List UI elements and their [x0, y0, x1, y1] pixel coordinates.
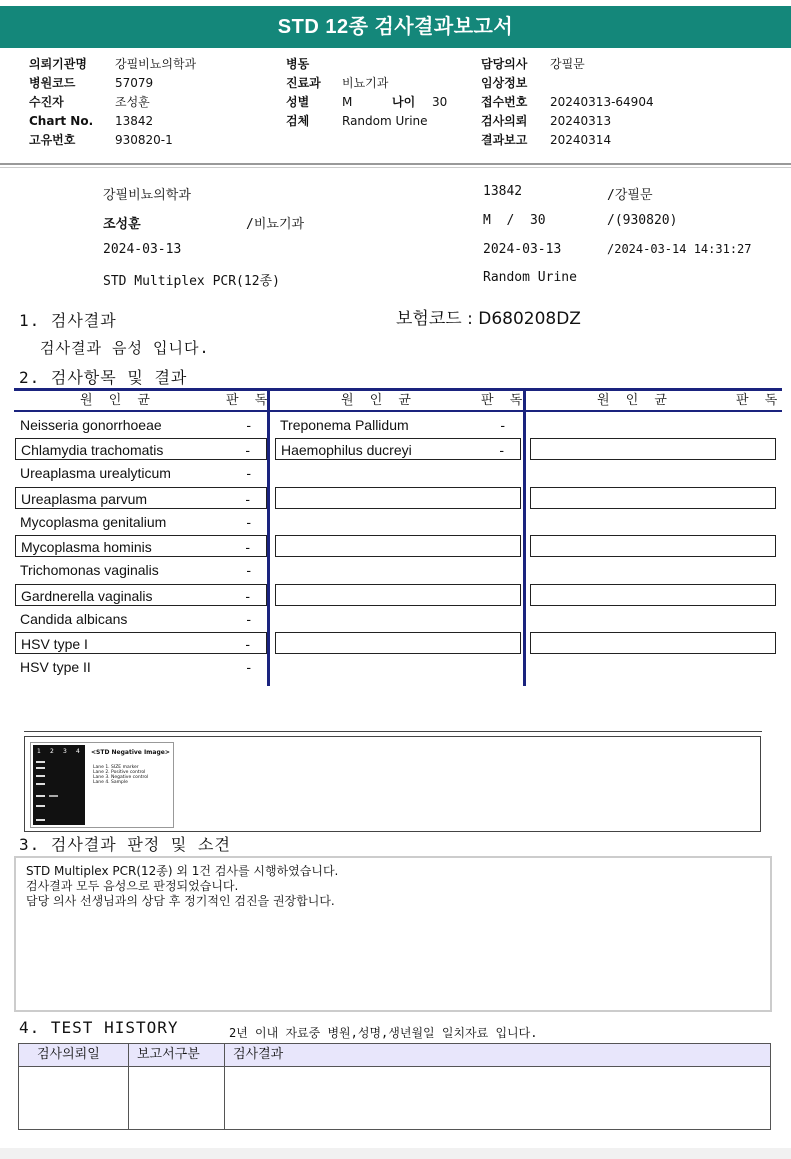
summary-sex-age: M / 30 [483, 213, 546, 228]
hdr-label-doctor: 담당의사 [481, 57, 528, 71]
opinion-line-3: 담당 의사 선생님과의 상담 후 정기적인 검진을 권장합니다. [26, 894, 335, 908]
hdr-label-sex: 성별 [286, 95, 310, 109]
hdr-value-specimen: Random Urine [342, 114, 428, 128]
gel-legend-3: Lane 3. Negative control [93, 775, 149, 780]
summary-report-time: /2024-03-14 14:31:27 [607, 242, 752, 256]
hdr-label-patient: 수진자 [29, 95, 64, 109]
gel-lane-label: 4 [76, 748, 80, 755]
gel-electrophoresis-image [30, 742, 174, 828]
col1-result-header: 판 독 [226, 393, 274, 408]
hdr-value-unique-id: 930820-1 [115, 133, 173, 147]
history-header-row [19, 1044, 770, 1067]
col1-pathogen-header: 원 인 균 [80, 393, 156, 408]
history-col-request-date: 검사의뢰일 [37, 1047, 100, 1062]
summary-date2: 2024-03-13 [483, 242, 562, 257]
gel-lanes [33, 745, 85, 825]
gel-band [36, 805, 45, 807]
summary-date1: 2024-03-13 [103, 242, 182, 257]
insurance-code: 보험코드 : D680208DZ [396, 309, 581, 329]
summary-test-name: STD Multiplex PCR(12종) [103, 274, 280, 289]
table-row: Chlamydia trachomatis - [15, 438, 267, 460]
gel-title: <STD Negative Image> [91, 749, 170, 756]
gel-lane-label: 3 [63, 748, 67, 755]
history-col-report-type: 보고서구분 [137, 1047, 200, 1062]
history-col-divider [224, 1044, 225, 1129]
history-note: 2년 이내 자료중 병원,성명,생년월일 일치자료 입니다. [229, 1026, 538, 1040]
table-row: Ureaplasma parvum - [15, 487, 267, 509]
hdr-label-report-date: 결과보고 [481, 133, 528, 147]
header-divider [0, 163, 791, 165]
section-2-heading: 2. 검사항목 및 결과 [19, 368, 188, 387]
hdr-value-chart: 13842 [115, 114, 154, 128]
table-row-empty [275, 584, 521, 606]
summary-patient: 조성훈 [103, 217, 141, 232]
hdr-label-ward: 병동 [286, 57, 310, 71]
table-row: Candida albicans - [20, 611, 251, 627]
table-row-empty [530, 632, 776, 654]
table-row: HSV type I - [15, 632, 267, 654]
opinion-line-2: 검사결과 모두 음성으로 판정되었습니다. [26, 879, 239, 893]
table-row-empty [275, 487, 521, 509]
hdr-label-clinic: 의뢰기관명 [29, 57, 87, 71]
summary-chart-no: 13842 [483, 184, 523, 199]
hdr-value-patient: 조성훈 [115, 95, 150, 109]
hdr-value-age: 30 [432, 95, 448, 109]
table-row-empty [530, 584, 776, 606]
gel-band [36, 795, 45, 797]
gel-legend-4: Lane 4. Sample [93, 780, 128, 785]
history-col-divider [128, 1044, 129, 1129]
hdr-label-request-date: 검사의뢰 [481, 114, 528, 128]
hdr-value-hospital-code: 57079 [115, 76, 154, 90]
table-row: Ureaplasma urealyticum - [20, 465, 251, 481]
table-row-empty [275, 535, 521, 557]
gel-band [36, 783, 45, 785]
image-top-line [24, 731, 762, 732]
table-row: Gardnerella vaginalis - [15, 584, 267, 606]
hdr-label-hospital-code: 병원코드 [29, 76, 76, 90]
table-row-empty [530, 487, 776, 509]
table-row: Trichomonas vaginalis - [20, 562, 251, 578]
gel-band [36, 819, 45, 821]
hdr-value-doctor: 강필문 [550, 57, 585, 71]
report-title: STD 12종 검사결과보고서 [0, 6, 791, 48]
gel-legend-2: Lane 2. Positive control [93, 770, 146, 775]
hdr-value-receipt-no: 20240313-64904 [550, 95, 654, 109]
table-row-empty [275, 632, 521, 654]
col2-result-header: 판 독 [481, 393, 529, 408]
history-table [18, 1043, 771, 1130]
summary-specimen: Random Urine [483, 270, 577, 285]
section-4-heading: 4. TEST HISTORY [19, 1018, 179, 1037]
gel-band [36, 775, 45, 777]
gel-band [49, 795, 58, 797]
table-row: HSV type II - [20, 659, 251, 675]
hdr-value-report-date: 20240314 [550, 133, 612, 147]
gel-lane-label: 2 [50, 748, 54, 755]
summary-dept: /비뇨기과 [246, 217, 305, 232]
gel-band [36, 761, 45, 763]
gel-band [36, 767, 45, 769]
header-divider-thin [0, 167, 791, 168]
col3-result-header: 판 독 [736, 393, 784, 408]
hdr-value-dept: 비뇨기과 [342, 76, 389, 90]
table-row: Haemophilus ducreyi - [275, 438, 521, 460]
hdr-label-chart: Chart No. [29, 114, 94, 128]
table-row-empty [530, 438, 776, 460]
hdr-label-unique-id: 고유번호 [29, 133, 76, 147]
header-col1 [29, 55, 196, 150]
col3-pathogen-header: 원 인 균 [597, 393, 673, 408]
gel-lane-label: 1 [37, 748, 41, 755]
hdr-label-receipt-no: 접수번호 [481, 95, 528, 109]
gel-legend-1: Lane 1. SIZE marker [93, 765, 139, 770]
hdr-label-clinical-info: 임상정보 [481, 76, 528, 90]
table-row: Neisseria gonorrhoeae - [20, 417, 251, 433]
hdr-value-sex: M [342, 95, 353, 109]
history-col-result: 검사결과 [233, 1047, 284, 1062]
table-row: Mycoplasma genitalium - [20, 514, 251, 530]
summary-doctor: /강필문 [607, 188, 653, 203]
opinion-box [14, 856, 772, 1012]
section-3-heading: 3. 검사결과 판정 및 소견 [19, 835, 231, 854]
table-row: Treponema Pallidum - [280, 417, 505, 433]
hdr-value-request-date: 20240313 [550, 114, 612, 128]
header-col2 [286, 55, 447, 131]
hdr-label-age: 나이 [392, 95, 416, 109]
table-col-divider-1 [267, 390, 270, 686]
opinion-line-1: STD Multiplex PCR(12종) 외 1건 검사를 시행하였습니다. [26, 864, 339, 878]
hdr-value-clinic: 강필비뇨의학과 [115, 57, 197, 71]
header-col3 [481, 55, 654, 150]
section-1-heading: 1. 검사결과 [19, 311, 117, 330]
hdr-label-specimen: 검체 [286, 114, 310, 128]
col2-pathogen-header: 원 인 균 [341, 393, 417, 408]
result-text: 검사결과 음성 입니다. [40, 339, 210, 357]
table-col-divider-2 [523, 390, 526, 686]
summary-id-short: /(930820) [607, 213, 678, 228]
table-row: Mycoplasma hominis - [15, 535, 267, 557]
summary-clinic: 강필비뇨의학과 [103, 188, 191, 203]
hdr-label-dept: 진료과 [286, 76, 321, 90]
table-header-border [14, 410, 782, 412]
table-row-empty [530, 535, 776, 557]
